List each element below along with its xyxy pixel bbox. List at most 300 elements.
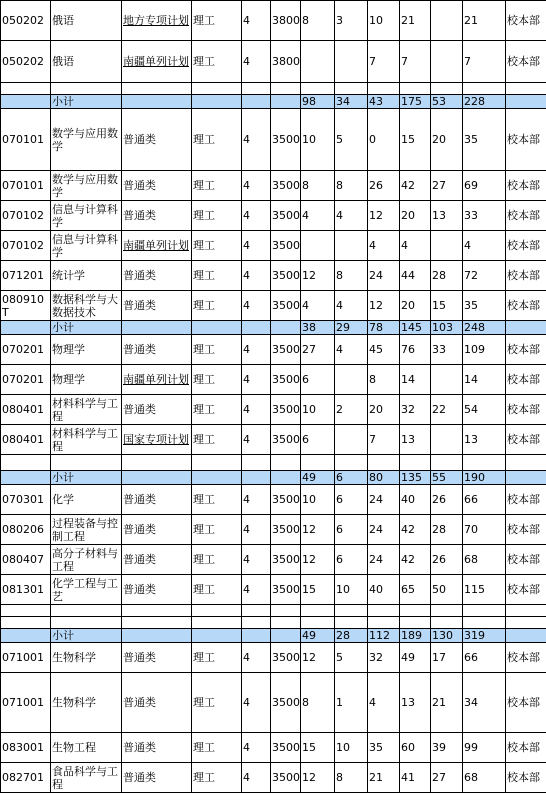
spacer-cell [192, 605, 242, 617]
spacer-cell [335, 605, 368, 617]
plan-type-cell: 普通类 [122, 335, 192, 365]
total-cell: 69 [463, 171, 506, 201]
spacer-cell [506, 617, 546, 629]
fee-cell: 3500 [271, 395, 301, 425]
subtotal-row [1, 471, 546, 485]
count-e-cell: 21 [431, 673, 463, 733]
campus-cell: 校本部 [506, 425, 546, 455]
subtotal-count-e-cell: 55 [431, 471, 463, 485]
category-cell: 理工 [192, 335, 242, 365]
count-c-cell: 7 [368, 425, 400, 455]
subtotal-major-cell: 小计 [51, 471, 122, 485]
spacer-cell [506, 455, 546, 471]
code-cell: 080407 [1, 545, 51, 575]
category-cell: 理工 [192, 231, 242, 261]
total-cell: 35 [463, 109, 506, 171]
campus-cell: 校本部 [506, 575, 546, 605]
table-row [1, 673, 546, 733]
total-cell: 68 [463, 763, 506, 793]
spacer-row [1, 83, 546, 95]
major-cell: 数学与应用数学 [51, 109, 122, 171]
spacer-cell [301, 83, 335, 95]
fee-cell: 3500 [271, 733, 301, 763]
count-d-cell: 7 [400, 41, 431, 83]
plan-type-cell: 普通类 [122, 545, 192, 575]
fee-cell: 3500 [271, 515, 301, 545]
code-cell: 080206 [1, 515, 51, 545]
code-cell: 080401 [1, 395, 51, 425]
subtotal-count-d-cell: 189 [400, 629, 431, 643]
subtotal-count-c-cell: 80 [368, 471, 400, 485]
fee-cell: 3500 [271, 643, 301, 673]
table-row [1, 515, 546, 545]
fee-cell: 3500 [271, 425, 301, 455]
campus-cell: 校本部 [506, 335, 546, 365]
subtotal-count-c-cell: 78 [368, 321, 400, 335]
count-d-cell: 42 [400, 515, 431, 545]
count-e-cell: 33 [431, 335, 463, 365]
subtotal-row [1, 321, 546, 335]
spacer-cell [1, 83, 51, 95]
subtotal-major-cell: 小计 [51, 321, 122, 335]
count-a-cell: 12 [301, 261, 335, 291]
table-row [1, 1, 546, 41]
major-cell: 俄语 [51, 41, 122, 83]
code-cell: 070201 [1, 335, 51, 365]
count-e-cell: 27 [431, 171, 463, 201]
category-cell: 理工 [192, 763, 242, 793]
plan-type-cell: 普通类 [122, 109, 192, 171]
count-d-cell: 60 [400, 733, 431, 763]
spacer-cell [242, 83, 271, 95]
count-a-cell: 15 [301, 733, 335, 763]
category-cell: 理工 [192, 171, 242, 201]
fee-cell: 3500 [271, 109, 301, 171]
subtotal-plan-type-cell [122, 95, 192, 109]
category-cell: 理工 [192, 485, 242, 515]
subtotal-row [1, 629, 546, 643]
total-cell: 7 [463, 41, 506, 83]
table-row [1, 291, 546, 321]
subtotal-fee-cell [271, 321, 301, 335]
fee-cell: 3500 [271, 365, 301, 395]
count-c-cell: 20 [368, 395, 400, 425]
fee-cell: 3500 [271, 171, 301, 201]
major-cell: 生物工程 [51, 733, 122, 763]
campus-cell: 校本部 [506, 673, 546, 733]
major-cell: 信息与计算科学 [51, 231, 122, 261]
count-d-cell: 21 [400, 1, 431, 41]
category-cell: 理工 [192, 673, 242, 733]
spacer-cell [51, 455, 122, 471]
count-b-cell [335, 41, 368, 83]
count-e-cell [431, 1, 463, 41]
count-b-cell: 10 [335, 733, 368, 763]
count-a-cell: 12 [301, 545, 335, 575]
count-e-cell: 28 [431, 261, 463, 291]
table-row [1, 335, 546, 365]
count-b-cell: 6 [335, 545, 368, 575]
count-d-cell: 14 [400, 365, 431, 395]
count-a-cell: 12 [301, 515, 335, 545]
category-cell: 理工 [192, 261, 242, 291]
subtotal-campus-cell [506, 629, 546, 643]
count-e-cell: 17 [431, 643, 463, 673]
table-row [1, 261, 546, 291]
plan-type-cell: 普通类 [122, 673, 192, 733]
subtotal-count-e-cell: 103 [431, 321, 463, 335]
campus-cell: 校本部 [506, 485, 546, 515]
major-cell: 物理学 [51, 365, 122, 395]
count-d-cell: 32 [400, 395, 431, 425]
spacer-cell [271, 617, 301, 629]
count-c-cell: 21 [368, 763, 400, 793]
spacer-cell [506, 83, 546, 95]
count-e-cell: 39 [431, 733, 463, 763]
count-a-cell: 27 [301, 335, 335, 365]
code-cell: 070102 [1, 231, 51, 261]
major-cell: 俄语 [51, 1, 122, 41]
spacer-cell [51, 83, 122, 95]
code-cell: 070301 [1, 485, 51, 515]
major-cell: 物理学 [51, 335, 122, 365]
years-cell: 4 [242, 201, 271, 231]
table-row [1, 201, 546, 231]
code-cell: 070101 [1, 171, 51, 201]
years-cell: 4 [242, 41, 271, 83]
count-c-cell: 12 [368, 201, 400, 231]
subtotal-count-c-cell: 43 [368, 95, 400, 109]
total-cell: 14 [463, 365, 506, 395]
count-a-cell [301, 231, 335, 261]
count-a-cell: 6 [301, 425, 335, 455]
total-cell: 13 [463, 425, 506, 455]
campus-cell: 校本部 [506, 515, 546, 545]
spacer-cell [335, 617, 368, 629]
subtotal-count-e-cell: 53 [431, 95, 463, 109]
years-cell: 4 [242, 335, 271, 365]
count-d-cell: 76 [400, 335, 431, 365]
count-b-cell: 4 [335, 201, 368, 231]
count-a-cell: 8 [301, 171, 335, 201]
total-cell: 4 [463, 231, 506, 261]
count-d-cell: 40 [400, 485, 431, 515]
subtotal-years-cell [242, 95, 271, 109]
campus-cell: 校本部 [506, 171, 546, 201]
subtotal-code-cell [1, 95, 51, 109]
campus-cell: 校本部 [506, 763, 546, 793]
count-a-cell: 10 [301, 395, 335, 425]
spacer-cell [368, 617, 400, 629]
count-a-cell: 4 [301, 201, 335, 231]
count-e-cell: 50 [431, 575, 463, 605]
count-b-cell: 6 [335, 485, 368, 515]
plan-type-cell: 普通类 [122, 643, 192, 673]
subtotal-plan-type-cell [122, 321, 192, 335]
category-cell: 理工 [192, 575, 242, 605]
major-cell: 统计学 [51, 261, 122, 291]
count-c-cell: 26 [368, 171, 400, 201]
spacer-cell [463, 617, 506, 629]
count-e-cell: 20 [431, 109, 463, 171]
years-cell: 4 [242, 485, 271, 515]
count-a-cell [301, 41, 335, 83]
spacer-cell [506, 605, 546, 617]
count-a-cell: 12 [301, 643, 335, 673]
plan-type-cell: 普通类 [122, 261, 192, 291]
table-row [1, 575, 546, 605]
fee-cell: 3500 [271, 291, 301, 321]
count-b-cell: 2 [335, 395, 368, 425]
major-cell: 过程装备与控制工程 [51, 515, 122, 545]
major-cell: 食品科学与工程 [51, 763, 122, 793]
count-e-cell: 26 [431, 545, 463, 575]
major-cell: 高分子材料与工程 [51, 545, 122, 575]
category-cell: 理工 [192, 545, 242, 575]
total-cell: 66 [463, 485, 506, 515]
campus-cell: 校本部 [506, 733, 546, 763]
years-cell: 4 [242, 763, 271, 793]
count-b-cell: 5 [335, 109, 368, 171]
code-cell: 081301 [1, 575, 51, 605]
count-c-cell: 0 [368, 109, 400, 171]
count-c-cell: 8 [368, 365, 400, 395]
count-b-cell [335, 365, 368, 395]
plan-type-cell: 普通类 [122, 763, 192, 793]
subtotal-category-cell [192, 95, 242, 109]
category-cell: 理工 [192, 643, 242, 673]
subtotal-campus-cell [506, 471, 546, 485]
spacer-cell [242, 605, 271, 617]
years-cell: 4 [242, 545, 271, 575]
spacer-cell [301, 617, 335, 629]
total-cell: 68 [463, 545, 506, 575]
spacer-cell [400, 617, 431, 629]
spacer-cell [463, 83, 506, 95]
spacer-cell [368, 83, 400, 95]
plan-type-cell: 南疆单列计划 [122, 231, 192, 261]
spacer-cell [368, 605, 400, 617]
plan-type-cell: 国家专项计划 [122, 425, 192, 455]
subtotal-major-cell: 小计 [51, 629, 122, 643]
spacer-cell [122, 83, 192, 95]
subtotal-count-d-cell: 175 [400, 95, 431, 109]
count-c-cell: 35 [368, 733, 400, 763]
spacer-cell [400, 455, 431, 471]
fee-cell: 3500 [271, 485, 301, 515]
total-cell: 99 [463, 733, 506, 763]
count-e-cell: 15 [431, 291, 463, 321]
spacer-cell [335, 455, 368, 471]
count-d-cell: 42 [400, 545, 431, 575]
spacer-cell [51, 605, 122, 617]
fee-cell: 3500 [271, 673, 301, 733]
fee-cell: 3800 [271, 1, 301, 41]
years-cell: 4 [242, 109, 271, 171]
total-cell: 115 [463, 575, 506, 605]
table-row [1, 231, 546, 261]
count-c-cell: 4 [368, 231, 400, 261]
count-e-cell [431, 425, 463, 455]
count-d-cell: 15 [400, 109, 431, 171]
code-cell: 050202 [1, 1, 51, 41]
spacer-cell [122, 455, 192, 471]
count-e-cell: 26 [431, 485, 463, 515]
subtotal-category-cell [192, 629, 242, 643]
count-c-cell: 24 [368, 515, 400, 545]
count-c-cell: 7 [368, 41, 400, 83]
category-cell: 理工 [192, 733, 242, 763]
count-c-cell: 32 [368, 643, 400, 673]
spacer-cell [301, 455, 335, 471]
subtotal-plan-type-cell [122, 471, 192, 485]
subtotal-category-cell [192, 321, 242, 335]
years-cell: 4 [242, 231, 271, 261]
count-b-cell: 4 [335, 291, 368, 321]
count-c-cell: 24 [368, 261, 400, 291]
table-row [1, 41, 546, 83]
major-cell: 信息与计算科学 [51, 201, 122, 231]
table-row [1, 425, 546, 455]
count-d-cell: 13 [400, 673, 431, 733]
fee-cell: 3500 [271, 261, 301, 291]
subtotal-total-cell: 190 [463, 471, 506, 485]
count-e-cell [431, 231, 463, 261]
table-row [1, 395, 546, 425]
campus-cell: 校本部 [506, 261, 546, 291]
plan-type-cell: 普通类 [122, 485, 192, 515]
count-b-cell: 5 [335, 643, 368, 673]
total-cell: 34 [463, 673, 506, 733]
major-cell: 化学 [51, 485, 122, 515]
major-cell: 数据科学与大数据技术 [51, 291, 122, 321]
count-d-cell: 4 [400, 231, 431, 261]
spacer-cell [463, 455, 506, 471]
count-c-cell: 40 [368, 575, 400, 605]
total-cell: 109 [463, 335, 506, 365]
years-cell: 4 [242, 365, 271, 395]
spacer-cell [192, 617, 242, 629]
spacer-cell [271, 83, 301, 95]
campus-cell: 校本部 [506, 643, 546, 673]
category-cell: 理工 [192, 291, 242, 321]
subtotal-code-cell [1, 629, 51, 643]
spacer-cell [122, 605, 192, 617]
major-cell: 材料科学与工程 [51, 395, 122, 425]
category-cell: 理工 [192, 395, 242, 425]
years-cell: 4 [242, 291, 271, 321]
subtotal-count-d-cell: 135 [400, 471, 431, 485]
spacer-cell [431, 605, 463, 617]
count-c-cell: 4 [368, 673, 400, 733]
subtotal-count-b-cell: 34 [335, 95, 368, 109]
spacer-cell [51, 617, 122, 629]
subtotal-count-a-cell: 49 [301, 471, 335, 485]
plan-type-cell: 普通类 [122, 395, 192, 425]
count-b-cell: 8 [335, 763, 368, 793]
count-e-cell: 28 [431, 515, 463, 545]
count-b-cell [335, 231, 368, 261]
subtotal-years-cell [242, 471, 271, 485]
spacer-cell [242, 617, 271, 629]
subtotal-years-cell [242, 321, 271, 335]
years-cell: 4 [242, 515, 271, 545]
subtotal-count-b-cell: 6 [335, 471, 368, 485]
fee-cell: 3500 [271, 231, 301, 261]
subtotal-count-a-cell: 98 [301, 95, 335, 109]
subtotal-count-c-cell: 112 [368, 629, 400, 643]
campus-cell: 校本部 [506, 231, 546, 261]
subtotal-fee-cell [271, 471, 301, 485]
subtotal-count-a-cell: 38 [301, 321, 335, 335]
subtotal-plan-type-cell [122, 629, 192, 643]
spacer-cell [335, 83, 368, 95]
total-cell: 35 [463, 291, 506, 321]
campus-cell: 校本部 [506, 545, 546, 575]
subtotal-row [1, 95, 546, 109]
campus-cell: 校本部 [506, 41, 546, 83]
category-cell: 理工 [192, 109, 242, 171]
category-cell: 理工 [192, 1, 242, 41]
years-cell: 4 [242, 395, 271, 425]
spacer-cell [431, 455, 463, 471]
category-cell: 理工 [192, 365, 242, 395]
campus-cell: 校本部 [506, 109, 546, 171]
code-cell: 080401 [1, 425, 51, 455]
years-cell: 4 [242, 673, 271, 733]
code-cell: 082701 [1, 763, 51, 793]
spacer-cell [431, 617, 463, 629]
count-a-cell: 15 [301, 575, 335, 605]
spacer-cell [122, 617, 192, 629]
subtotal-category-cell [192, 471, 242, 485]
plan-type-cell: 地方专项计划 [122, 1, 192, 41]
subtotal-major-cell: 小计 [51, 95, 122, 109]
count-a-cell: 10 [301, 485, 335, 515]
table-row [1, 643, 546, 673]
count-a-cell: 6 [301, 365, 335, 395]
category-cell: 理工 [192, 515, 242, 545]
years-cell: 4 [242, 171, 271, 201]
count-a-cell: 4 [301, 291, 335, 321]
plan-type-cell: 普通类 [122, 575, 192, 605]
count-a-cell: 12 [301, 763, 335, 793]
plan-type-cell: 普通类 [122, 515, 192, 545]
fee-cell: 3800 [271, 41, 301, 83]
code-cell: 070101 [1, 109, 51, 171]
fee-cell: 3500 [271, 545, 301, 575]
code-cell: 071001 [1, 673, 51, 733]
code-cell: 083001 [1, 733, 51, 763]
years-cell: 4 [242, 733, 271, 763]
campus-cell: 校本部 [506, 291, 546, 321]
total-cell: 33 [463, 201, 506, 231]
fee-cell: 3500 [271, 763, 301, 793]
count-e-cell: 27 [431, 763, 463, 793]
subtotal-fee-cell [271, 95, 301, 109]
subtotal-total-cell: 248 [463, 321, 506, 335]
spacer-cell [242, 455, 271, 471]
subtotal-count-e-cell: 130 [431, 629, 463, 643]
count-d-cell: 49 [400, 643, 431, 673]
spacer-cell [431, 83, 463, 95]
subtotal-years-cell [242, 629, 271, 643]
count-b-cell: 3 [335, 1, 368, 41]
count-b-cell: 8 [335, 171, 368, 201]
count-e-cell: 22 [431, 395, 463, 425]
spacer-cell [271, 455, 301, 471]
subtotal-campus-cell [506, 95, 546, 109]
